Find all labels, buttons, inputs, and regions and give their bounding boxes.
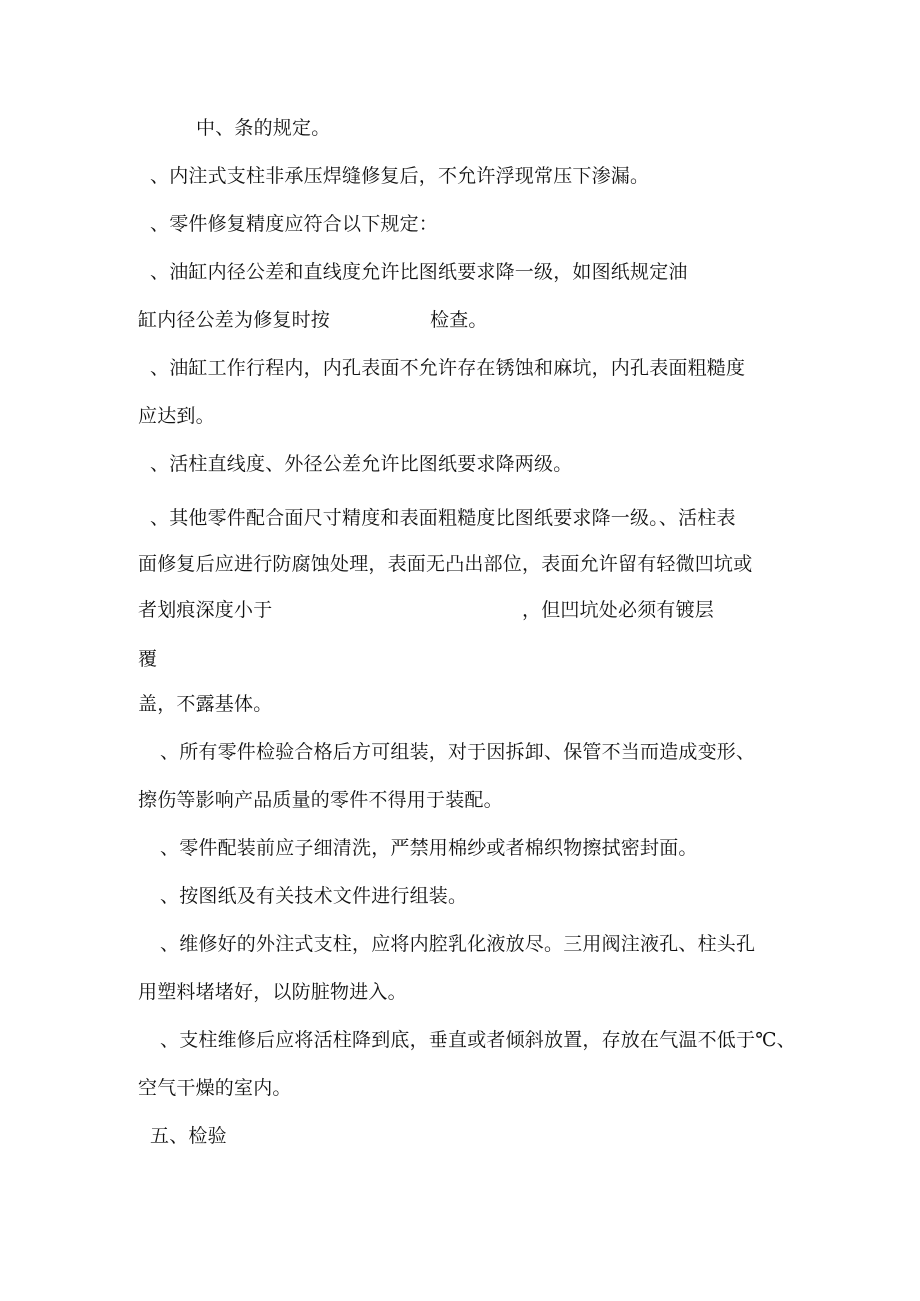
text-line-7: 应达到。 xyxy=(138,405,215,427)
text-line-12: 覆 xyxy=(138,648,158,670)
section-heading: 五、检验 xyxy=(150,1125,227,1147)
text-line-20: 、支柱维修后应将活柱降到底，垂直或者倾斜放置，存放在气温不低于℃、 xyxy=(160,1029,796,1051)
text-line-4: 、油缸内径公差和直线度允许比图纸要求降一级，如图纸规定油 xyxy=(150,261,688,283)
text-line-18: 、维修好的外注式支柱，应将内腔乳化液放尽。三用阀注液孔、柱头孔 xyxy=(160,933,756,955)
text-line-11-part-2: ，但凹坑处必须有镀层 xyxy=(522,599,715,621)
text-line-5-part-1: 缸内径公差为修复时按 xyxy=(138,309,331,331)
text-line-21: 空气干燥的室内。 xyxy=(138,1077,292,1099)
text-line-5-part-2: 检查。 xyxy=(430,309,488,331)
text-line-3: 、零件修复精度应符合以下规定： xyxy=(150,213,439,235)
text-line-1: 中、条的规定。 xyxy=(196,117,331,139)
text-line-10: 面修复后应进行防腐蚀处理，表面无凸出部位，表面允许留有轻微凹坑或 xyxy=(138,553,753,575)
text-line-6: 、油缸工作行程内，内孔表面不允许存在锈蚀和麻坑，内孔表面粗糙度 xyxy=(150,357,746,379)
text-line-14: 、所有零件检验合格后方可组装，对于因拆卸、保管不当而造成变形、 xyxy=(160,741,756,763)
text-line-15: 擦伤等影响产品质量的零件不得用于装配。 xyxy=(138,789,503,811)
text-line-19: 用塑料堵堵好，以防脏物进入。 xyxy=(138,981,407,1003)
text-line-17: 、按图纸及有关技术文件进行组装。 xyxy=(160,885,468,907)
text-line-8: 、活柱直线度、外径公差允许比图纸要求降两级。 xyxy=(150,453,573,475)
text-line-16: 、零件配装前应子细清洗，严禁用棉纱或者棉织物擦拭密封面。 xyxy=(160,837,698,859)
text-line-2: 、内注式支柱非承压焊缝修复后，不允许浮现常压下渗漏。 xyxy=(150,165,650,187)
text-line-9: 、其他零件配合面尺寸精度和表面粗糙度比图纸要求降一级。、活柱表 xyxy=(150,507,736,529)
text-line-13: 盖，不露基体。 xyxy=(138,693,273,715)
text-line-11-part-1: 者划痕深度小于 xyxy=(138,599,273,621)
